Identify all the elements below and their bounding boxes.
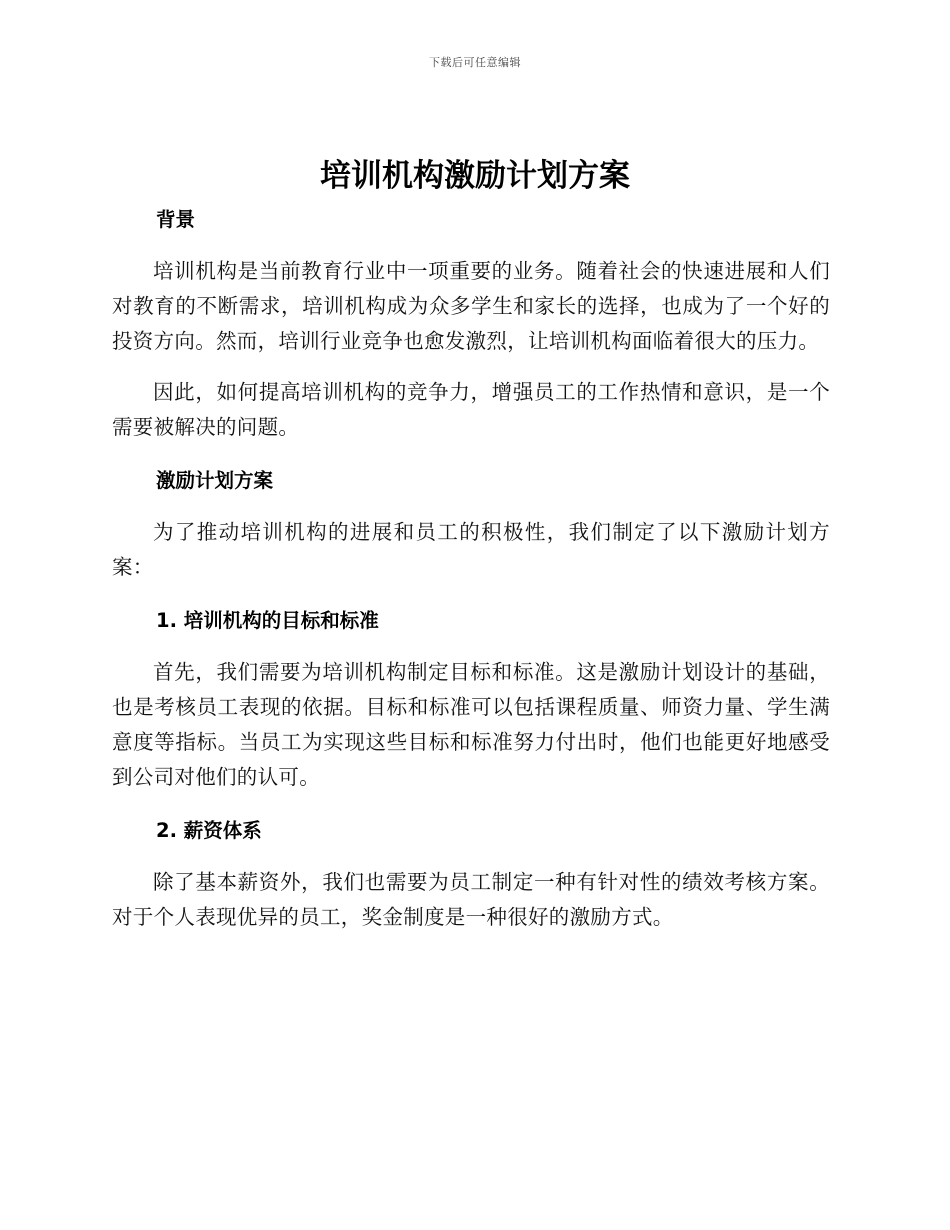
paragraph-background-2: 因此，如何提高培训机构的竞争力，增强员工的工作热情和意识，是一个需要被解决的问题。 (112, 380, 830, 439)
section-heading-plan: 激励计划方案 (156, 469, 274, 492)
paragraph-plan-intro: 为了推动培训机构的进展和员工的积极性，我们制定了以下激励计划方案： (112, 520, 830, 579)
document-title: 培训机构激励计划方案 (320, 158, 630, 194)
header-note: 下载后可任意编辑 (429, 56, 521, 69)
paragraph-item-2: 除了基本薪资外，我们也需要为员工制定一种有针对性的绩效考核方案。对于个人表现优异的员工，奖金制度是一种很好的激励方式。 (112, 870, 830, 929)
paragraph-item-1: 首先，我们需要为培训机构制定目标和标准。这是激励计划设计的基础，也是考核员工表现的依据。目标和标准可以包括课程质量、师资力量、学生满意度等指标。当员工为实现这些目标和标准努力付出时，他们也能更好地感受到公司对他们的认可。 (112, 660, 830, 789)
paragraph-background-1: 培训机构是当前教育行业中一项重要的业务。随着社会的快速进展和人们对教育的不断需求，培训机构成为众多学生和家长的选择，也成为了一个好的投资方向。然而，培训行业竞争也愈发激烈，让培训机构面临着很大的压力。 (112, 259, 830, 353)
section-heading-background: 背景 (156, 208, 196, 231)
section-heading-item-2: 2. 薪资体系 (156, 819, 262, 842)
document-body (112, 200, 830, 935)
section-heading-item-1: 1. 培训机构的目标和标准 (156, 609, 379, 632)
